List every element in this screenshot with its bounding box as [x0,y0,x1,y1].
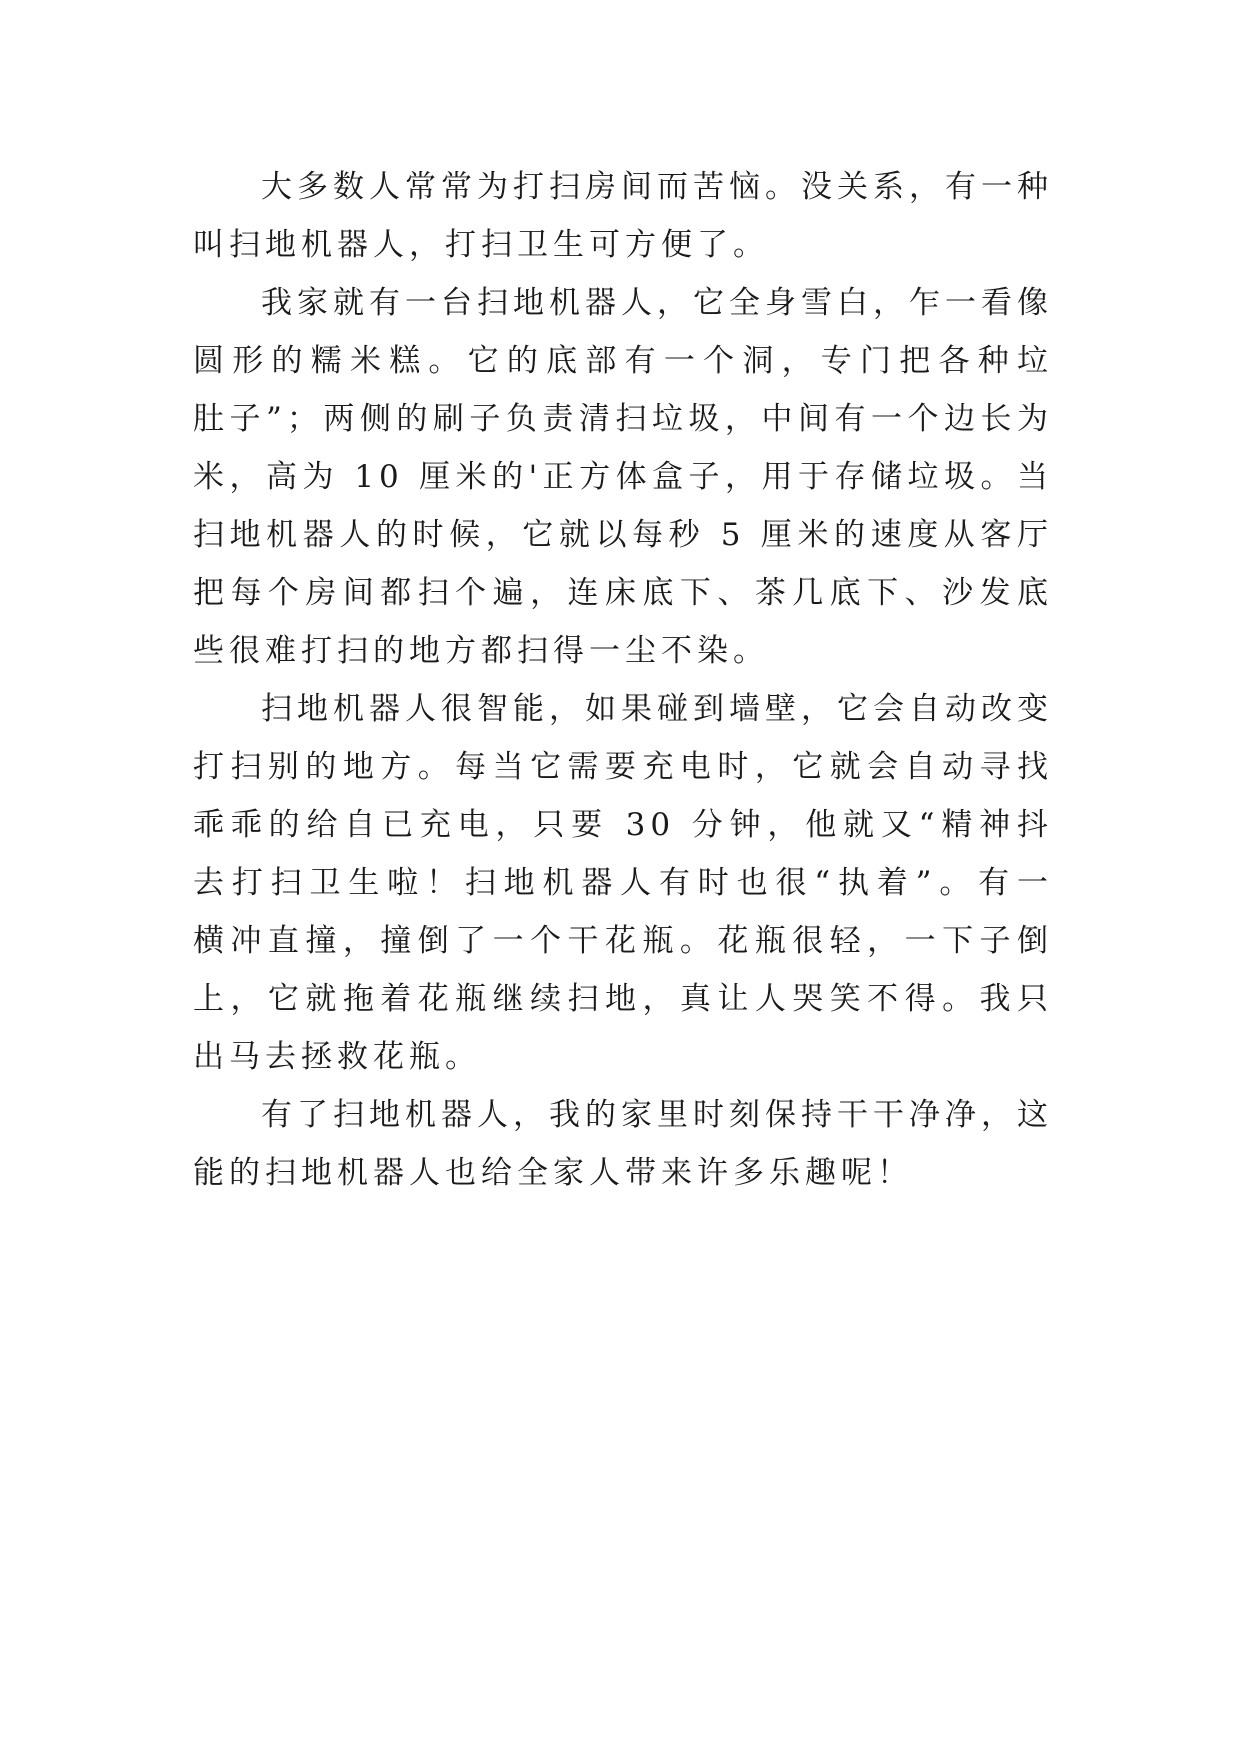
paragraph-1 [193,158,1053,274]
paragraph-4 [193,1086,1053,1202]
text-line: 肚子”；两侧的刷子负责清扫垃圾，中间有一个边长为 [193,401,1053,437]
text-line: 些很难打扫的地方都扫得一尘不染。 [193,633,769,669]
text-line: 上，它就拖着花瓶继续扫地，真让人哭笑不得。我只 [193,981,1053,1017]
text-line: 乖乖的给自已充电，只要 30 分钟，他就又“精神抖 [193,807,1053,843]
text-line: 我家就有一台扫地机器人，它全身雪白，乍一看像 [261,285,1053,321]
text-line: 把每个房间都扫个遍，连床底下、茶几底下、沙发底 [193,575,1053,611]
text-line: 出马去拯救花瓶。 [193,1039,481,1075]
text-line: 大多数人常常为打扫房间而苦恼。没关系，有一种 [261,169,1053,205]
text-line: 能的扫地机器人也给全家人带来许多乐趣呢！ [193,1155,913,1191]
text-line: 叫扫地机器人，打扫卫生可方便了。 [193,227,769,263]
paragraph-3 [193,680,1053,1086]
text-line: 横冲直撞，撞倒了一个干花瓶。花瓶很轻，一下子倒 [193,923,1053,959]
text-line: 打扫别的地方。每当它需要充电时，它就会自动寻找 [193,749,1053,785]
text-line: 扫地机器人很智能，如果碰到墙壁，它会自动改变 [261,691,1053,727]
essay-body [193,158,1053,1202]
text-line: 圆形的糯米糕。它的底部有一个洞，专门把各种垃 [193,343,1053,379]
text-line: 米，高为 10 厘米的'正方体盒子，用于存储垃圾。当 [193,459,1053,495]
text-line: 有了扫地机器人，我的家里时刻保持干干净净，这 [261,1097,1053,1133]
paragraph-2 [193,274,1053,680]
text-line: 去打扫卫生啦！扫地机器人有时也很“执着”。有一 [193,865,1053,901]
text-line: 扫地机器人的时候，它就以每秒 5 厘米的速度从客厅 [193,517,1053,553]
